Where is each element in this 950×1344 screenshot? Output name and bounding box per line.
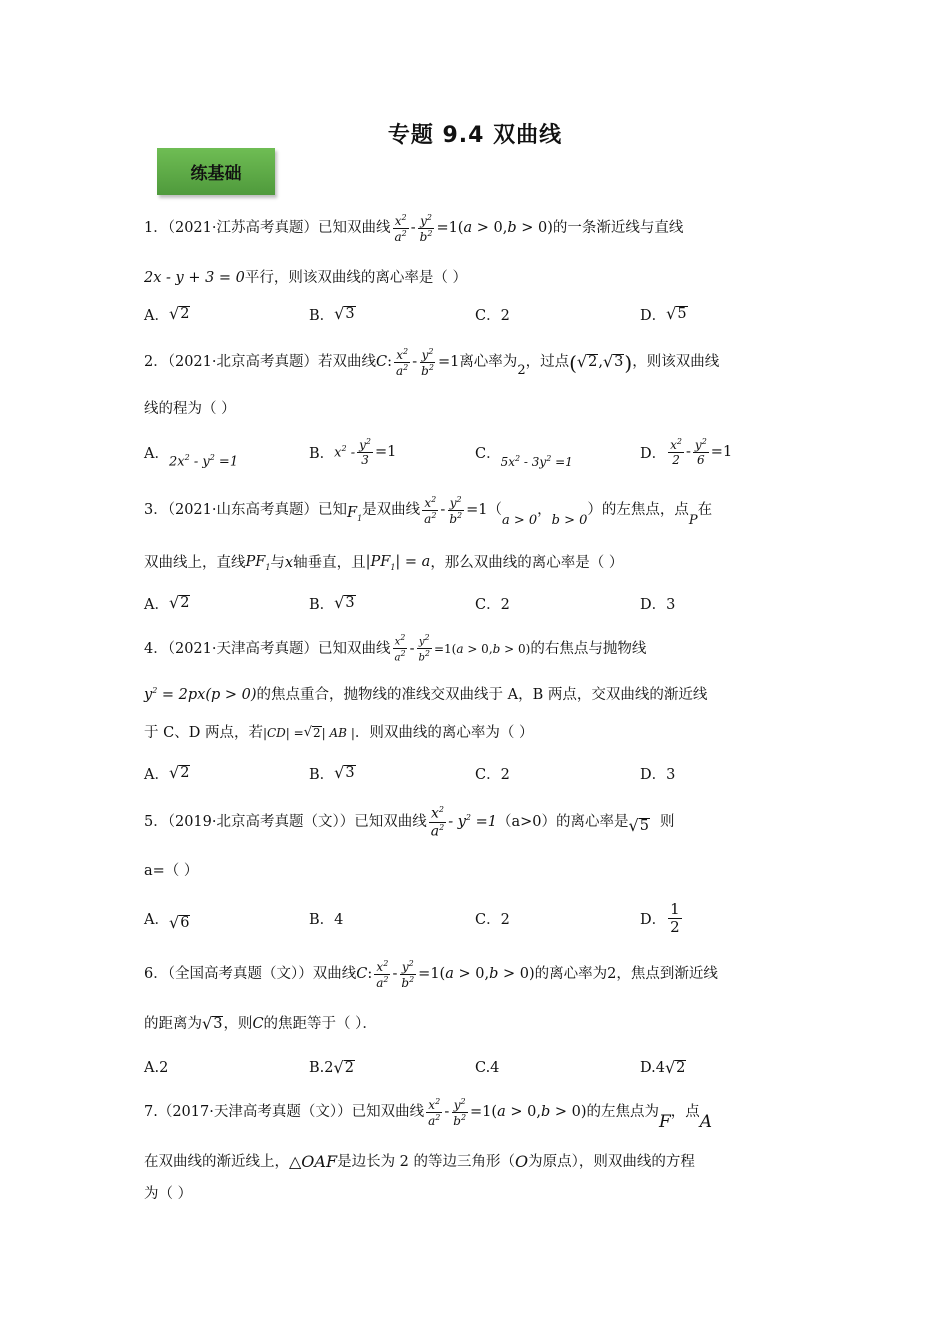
q5-line1: 5．（2019·北京高考真题（文））已知双曲线 $\frac{x^2}{a^2}$ - $y^2 =1$ （a>0）的离心率是 √ 5 则 [144,805,675,840]
q1-option-d[interactable]: D． √ 5 [640,303,687,324]
q4-option-b[interactable]: B． √ 3 [309,762,355,783]
q1-frac-x: $\frac{x^2}{a^2}$ [394,213,407,244]
q2-option-d[interactable]: D． $\frac{x^2}{2}$ - $\frac{y^2}{6}$ =1 [640,437,733,467]
q4-line1: 4．（2021·天津高考真题）已知双曲线 $\frac{x^2}{a^2}$ - $\frac{y^2}{b^2}$ =1(a > 0,b > 0) 的右焦点与抛物线 [144,633,647,664]
q3-line2: 双曲线上，直线 $PF_1$ 与 x 轴垂直，且 $|PF_1| = a$ ，那么双曲线的离心率是（ ） [144,554,624,572]
q1-option-c[interactable]: C．2 [475,307,510,324]
q5-options [144,898,824,938]
q2-line2: 线的程为（ ） [144,401,236,417]
q3-option-d[interactable]: D．3 [640,596,676,613]
q6-option-c[interactable]: C.4 [475,1060,500,1076]
q3-option-c[interactable]: C．2 [475,596,510,613]
q6-option-b[interactable]: B. 2 √ 2 [309,1057,354,1077]
q1-line2: 2x - y + 3 = 0平行，则该双曲线的离心率是（ ） [144,270,468,286]
q1-option-a[interactable]: A． √ 2 [144,303,190,324]
q2-line1: 2．（2021·北京高考真题）若双曲线 C : $\frac{x^2}{a^2}$ - $\frac{y^2}{b^2}$ =1 离心率为 2 ，过点 ( √ 2 , √ 3 ) ，则该双曲线 [144,347,720,378]
q2-option-b[interactable]: B． $x^2$ - $\frac{y^2}{3}$ =1 [309,437,397,467]
q7-line2: 在双曲线的渐近线上， △OAF 是边长为 2 的等边三角形（ O 为原点），则双曲线的方程 [144,1152,695,1171]
q4-option-d[interactable]: D．3 [640,766,676,783]
q2-options [144,432,824,472]
q6-option-d[interactable]: D. 4 √ 2 [640,1057,686,1077]
q2-option-a[interactable]: A． $2x^2 - y^2 =1$ [144,445,239,470]
section-badge: 练基础 [157,148,275,195]
q3-option-a[interactable]: A． √ 2 [144,592,190,613]
q6-options [144,1048,824,1088]
q6-line2: 的距离为 √ 3 ，则 C 的焦距等于（ ）． [144,1014,377,1033]
q3-options [144,583,824,623]
q1-line1: 1．（2021·江苏高考真题）已知双曲线 $\frac{x^2}{a^2}$ - $\frac{y^2}{b^2}$ =1(a > 0,b > 0) 的一条渐近线与直线 [144,213,684,244]
q7-line1: 7.（2017·天津高考真题（文））已知双曲线 $\frac{x^2}{a^2}$ - $\frac{y^2}{b^2}$ =1(a > 0,b > 0) 的左焦点为 F ，点 A [144,1097,713,1132]
q4-option-c[interactable]: C．2 [475,766,510,783]
q4-options [144,753,824,793]
q2-option-c[interactable]: C． $5x^2 - 3y^2 =1$ [475,445,573,469]
q6-option-a[interactable]: A.2 [144,1060,169,1076]
q1-options [144,294,824,334]
q3-option-b[interactable]: B． √ 3 [309,592,355,613]
q1-option-b[interactable]: B． √ 3 [309,303,355,324]
q4-line2: $y^2 = 2px(p > 0)$的焦点重合，抛物线的准线交双曲线于 A，B 两点，交双曲线的渐近线 [144,686,708,703]
q1-frac-y: $\frac{y^2}{b^2}$ [419,213,433,244]
page-title: 专题 9.4 双曲线 [387,123,563,148]
q6-line1: 6．（全国高考真题（文））双曲线 C : $\frac{x^2}{a^2}$ - $\frac{y^2}{b^2}$ =1(a > 0,b > 0) 的离心率为2，焦点到渐近线 [144,959,718,990]
q3-line1: 3．（2021·山东高考真题）已知 $F_1$ 是双曲线 $\frac{x^2}{a^2}$ - $\frac{y^2}{b^2}$ =1 （ a > 0 ， b > 0 ）的左焦点，点 P 在 [144,495,713,528]
q5-option-b[interactable]: B．4 [309,911,344,928]
q5-line2: a=（ ） [144,863,199,879]
q4-line3: 于 C、D 两点，若 |CD| = √ 2 | AB | ．则双曲线的离心率为（ ） [144,725,534,741]
q5-option-a[interactable]: A． √ 6 [144,911,190,932]
q4-option-a[interactable]: A． √ 2 [144,762,190,783]
q5-option-d[interactable]: D． $\frac{1}{2}$ [640,899,680,936]
q5-option-c[interactable]: C．2 [475,911,510,928]
q7-line3: 为（ ） [144,1186,193,1202]
